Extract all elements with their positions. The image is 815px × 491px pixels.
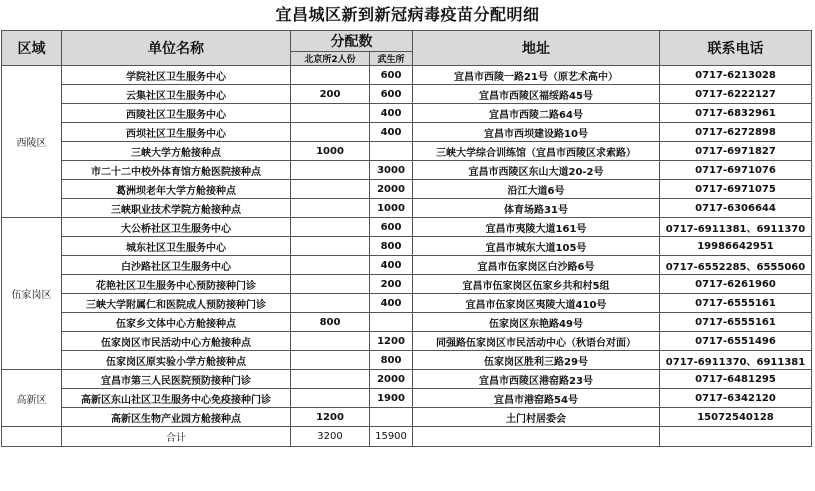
wuhan-count-cell: 800 [370, 237, 413, 256]
beijing-count-cell [291, 237, 370, 256]
address-cell: 宜昌市西陵区东山大道20-2号 [413, 161, 660, 180]
total-blank-cell [2, 427, 62, 447]
table-row [2, 275, 812, 294]
table-row [2, 218, 812, 237]
unit-name-cell: 花艳社区卫生服务中心预防接种门诊 [62, 275, 291, 294]
unit-name-cell: 白沙路社区卫生服务中心 [62, 256, 291, 275]
phone-cell: 0717-6971827 [660, 142, 812, 161]
unit-name-cell: 三峡大学方舱接种点 [62, 142, 291, 161]
allocation-table [1, 30, 812, 447]
beijing-count-cell: 800 [291, 313, 370, 332]
phone-cell: 0717-6555161 [660, 313, 812, 332]
unit-name-cell: 葛洲坝老年大学方舱接种点 [62, 180, 291, 199]
beijing-count-cell [291, 256, 370, 275]
wuhan-count-cell: 2000 [370, 370, 413, 389]
phone-cell: 0717-6555161 [660, 294, 812, 313]
address-cell: 体育场路31号 [413, 199, 660, 218]
table-row [2, 408, 812, 427]
address-cell: 沿江大道6号 [413, 180, 660, 199]
table-row [2, 294, 812, 313]
wuhan-count-cell: 400 [370, 104, 413, 123]
beijing-count-cell [291, 275, 370, 294]
address-cell: 宜昌市城东大道105号 [413, 237, 660, 256]
wuhan-count-cell [370, 142, 413, 161]
wuhan-count-cell: 400 [370, 123, 413, 142]
wuhan-count-cell: 400 [370, 256, 413, 275]
beijing-count-cell [291, 66, 370, 85]
wuhan-count-cell: 200 [370, 275, 413, 294]
header-phone: 联系电话 [660, 31, 812, 66]
address-cell: 宜昌市西陵区福绥路45号 [413, 85, 660, 104]
phone-cell: 0717-6971075 [660, 180, 812, 199]
address-cell: 伍家岗区东艳路49号 [413, 313, 660, 332]
unit-name-cell: 云集社区卫生服务中心 [62, 85, 291, 104]
unit-name-cell: 西陵社区卫生服务中心 [62, 104, 291, 123]
phone-cell: 0717-6261960 [660, 275, 812, 294]
wuhan-count-cell: 3000 [370, 161, 413, 180]
wuhan-count-cell: 1900 [370, 389, 413, 408]
wuhan-count-cell: 600 [370, 66, 413, 85]
table-row [2, 351, 812, 370]
wuhan-count-cell: 800 [370, 351, 413, 370]
phone-cell: 15072540128 [660, 408, 812, 427]
table-row [2, 180, 812, 199]
table-row [2, 332, 812, 351]
header-unit-name: 单位名称 [62, 31, 291, 66]
beijing-count-cell [291, 370, 370, 389]
total-label-cell: 合计 [62, 427, 291, 447]
beijing-count-cell [291, 161, 370, 180]
beijing-count-cell: 1200 [291, 408, 370, 427]
unit-name-cell: 伍家乡文体中心方舱接种点 [62, 313, 291, 332]
phone-cell: 0717-6971076 [660, 161, 812, 180]
beijing-count-cell [291, 218, 370, 237]
phone-cell: 0717-6342120 [660, 389, 812, 408]
header-allocation: 分配数 [291, 31, 413, 52]
unit-name-cell: 三峡大学附属仁和医院成人预防接种门诊 [62, 294, 291, 313]
table-row [2, 66, 812, 85]
table-row [2, 256, 812, 275]
phone-cell: 19986642951 [660, 237, 812, 256]
table-row [2, 237, 812, 256]
wuhan-count-cell: 1200 [370, 332, 413, 351]
unit-name-cell: 高新区生物产业园方舱接种点 [62, 408, 291, 427]
address-cell: 宜昌市伍家岗区白沙路6号 [413, 256, 660, 275]
phone-cell: 0717-6832961 [660, 104, 812, 123]
beijing-count-cell: 1000 [291, 142, 370, 161]
header-address: 地址 [413, 31, 660, 66]
address-cell: 三峡大学综合训练馆（宜昌市西陵区求索路） [413, 142, 660, 161]
beijing-count-cell [291, 104, 370, 123]
unit-name-cell: 城东社区卫生服务中心 [62, 237, 291, 256]
unit-name-cell: 西坝社区卫生服务中心 [62, 123, 291, 142]
unit-name-cell: 伍家岗区市民活动中心方舱接种点 [62, 332, 291, 351]
beijing-count-cell [291, 180, 370, 199]
address-cell: 宜昌市西陵二路64号 [413, 104, 660, 123]
total-wuhan-cell: 15900 [370, 427, 413, 447]
wuhan-count-cell: 1000 [370, 199, 413, 218]
wuhan-count-cell: 600 [370, 85, 413, 104]
table-row [2, 389, 812, 408]
table-row [2, 104, 812, 123]
address-cell: 土门村居委会 [413, 408, 660, 427]
wuhan-count-cell: 400 [370, 294, 413, 313]
district-cell: 西陵区 [2, 66, 62, 218]
phone-cell: 0717-6552285、6555060 [660, 256, 812, 275]
table-row [2, 313, 812, 332]
table-row [2, 85, 812, 104]
beijing-count-cell: 200 [291, 85, 370, 104]
header-beijing: 北京所2人份 [291, 52, 370, 66]
address-cell: 宜昌市港窑路54号 [413, 389, 660, 408]
table-row [2, 142, 812, 161]
address-cell: 宜昌市西陵一路21号（原艺术高中） [413, 66, 660, 85]
table-row [2, 161, 812, 180]
wuhan-count-cell [370, 408, 413, 427]
total-beijing-cell: 3200 [291, 427, 370, 447]
beijing-count-cell [291, 199, 370, 218]
address-cell: 宜昌市西坝建设路10号 [413, 123, 660, 142]
phone-cell: 0717-6911381、6911370 [660, 218, 812, 237]
table-row [2, 123, 812, 142]
table-row [2, 370, 812, 389]
total-row [2, 427, 812, 447]
phone-cell: 0717-6551496 [660, 332, 812, 351]
beijing-count-cell [291, 389, 370, 408]
unit-name-cell: 三峡职业技术学院方舱接种点 [62, 199, 291, 218]
phone-cell: 0717-6222127 [660, 85, 812, 104]
address-cell: 宜昌市夷陵大道161号 [413, 218, 660, 237]
unit-name-cell: 市二十二中校外体育馆方舱医院接种点 [62, 161, 291, 180]
wuhan-count-cell: 600 [370, 218, 413, 237]
beijing-count-cell [291, 351, 370, 370]
beijing-count-cell [291, 123, 370, 142]
district-cell: 高新区 [2, 370, 62, 427]
header-wuhan: 武生所 [370, 52, 413, 66]
header-district: 区域 [2, 31, 62, 66]
unit-name-cell: 高新区东山社区卫生服务中心免疫接种门诊 [62, 389, 291, 408]
total-address-blank-cell [413, 427, 660, 447]
address-cell: 伍家岗区胜利三路29号 [413, 351, 660, 370]
wuhan-count-cell [370, 313, 413, 332]
address-cell: 宜昌市伍家岗区伍家乡共和村5组 [413, 275, 660, 294]
address-cell: 同强路伍家岗区市民活动中心（秋语台对面） [413, 332, 660, 351]
phone-cell: 0717-6213028 [660, 66, 812, 85]
unit-name-cell: 宜昌市第三人民医院预防接种门诊 [62, 370, 291, 389]
beijing-count-cell [291, 332, 370, 351]
table-row [2, 199, 812, 218]
unit-name-cell: 学院社区卫生服务中心 [62, 66, 291, 85]
table-title: 宜昌城区新到新冠病毒疫苗分配明细 [275, 5, 540, 24]
phone-cell: 0717-6306644 [660, 199, 812, 218]
phone-cell: 0717-6911370、6911381 [660, 351, 812, 370]
phone-cell: 0717-6272898 [660, 123, 812, 142]
total-phone-blank-cell [660, 427, 812, 447]
unit-name-cell: 大公桥社区卫生服务中心 [62, 218, 291, 237]
phone-cell: 0717-6481295 [660, 370, 812, 389]
district-cell: 伍家岗区 [2, 218, 62, 370]
unit-name-cell: 伍家岗区原实验小学方舱接种点 [62, 351, 291, 370]
address-cell: 宜昌市伍家岗区夷陵大道410号 [413, 294, 660, 313]
address-cell: 宜昌市西陵区港窑路23号 [413, 370, 660, 389]
beijing-count-cell [291, 294, 370, 313]
wuhan-count-cell: 2000 [370, 180, 413, 199]
